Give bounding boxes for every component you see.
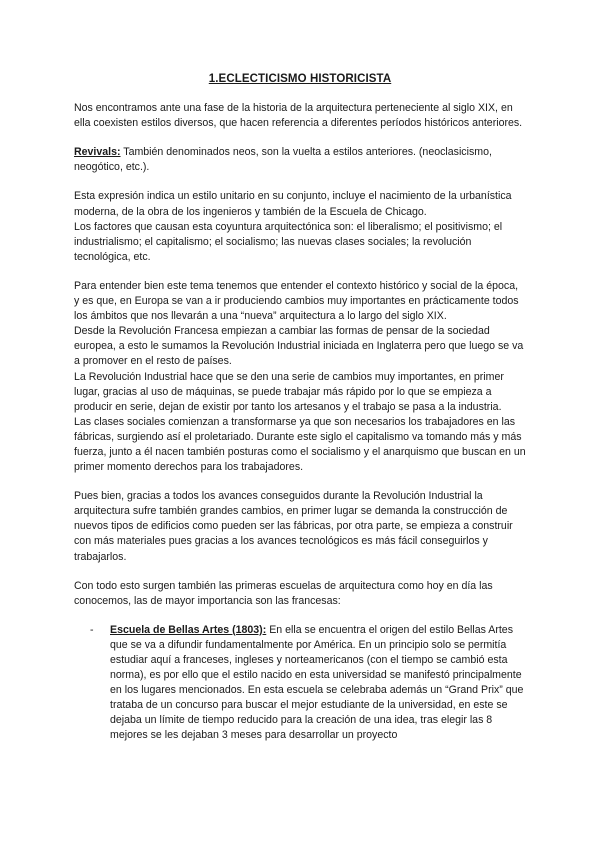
paragraph-3: Para entender bien este tema tenemos que entender el contexto histórico y social de la época, y es que, en Europa se van a ir produciendo cambios muy importantes en prácticamente todos los ámbitos que nos llevarán a una “nueva” arquitectura a lo largo del siglo XIX. bbox=[74, 279, 519, 323]
paragraph-8: Con todo esto surgen también las primeras escuelas de arquitectura como hoy en día las conocemos, las de mayor importancia son las francesas: bbox=[74, 579, 493, 607]
schools-list bbox=[74, 623, 526, 744]
revivals-text: También denominados neos, son la vuelta a estilos anteriores. (neoclasicismo, neogótico, etc.). bbox=[74, 146, 492, 174]
list-item-text: En ella se encuentra el origen del estilo Bellas Artes que se va a difundir fundamentalmente por América. En un principio solo se permitía estudiar aquí a franceses, ingleses y norteamericanos (con el tiempo se cambió esta norma), es por ello que el estilo nacido en esta universidad se manifestó principalmente en los lugares mencionados. En esta escuela se celebraba además un “Grand Prix” que trataba de un concurso para buscar el mejor estudiante de la universidad, en este se dejaba un límite de tiempo reducido para la creación de una idea, tras elegir las 8 mejores se les dejaban 3 meses para desarrollar un proyecto bbox=[110, 623, 524, 742]
revivals-term: Revivals: bbox=[74, 146, 121, 159]
revivals-paragraph bbox=[74, 145, 526, 175]
paragraph-1: Esta expresión indica un estilo unitario en su conjunto, incluye el nacimiento de la urbanística moderna, de la obra de los ingenieros y también de la Escuela de Chicago. bbox=[74, 190, 512, 218]
intro-paragraph: Nos encontramos ante una fase de la historia de la arquitectura perteneciente al siglo XIX, en ella coexisten estilos diversos, que hacen referencia a diferentes períodos históricos anteriores. bbox=[74, 102, 523, 130]
list-item bbox=[74, 623, 526, 744]
paragraph-2: Los factores que causan esta coyuntura arquitectónica son: el liberalismo; el positivismo; el industrialismo; el capitalismo; el socialismo; las nuevas clases sociales; la revolución tecnológica, etc. bbox=[74, 220, 503, 263]
list-item-term: Escuela de Bellas Artes (1803): bbox=[110, 623, 267, 636]
list-bullet: - bbox=[90, 623, 94, 636]
paragraph-4: Desde la Revolución Francesa empiezan a cambiar las formas de pensar de la sociedad europea, a esto le sumamos la Revolución Industrial iniciada en Inglaterra pero que luego se va a promover en el resto de países. bbox=[74, 325, 524, 368]
paragraph-5: La Revolución Industrial hace que se den una serie de cambios muy importantes, en primer lugar, gracias al uso de máquinas, se puede trabajar más rápido por lo que se empieza a producir en serie, dejan de existir por tanto los artesanos y el trabajo se pasa a la industria. bbox=[74, 370, 504, 413]
document-title: 1.ECLECTICISMO HISTORICISTA bbox=[208, 73, 392, 85]
paragraph-7: Pues bien, gracias a todos los avances conseguidos durante la Revolución Industrial la arquitectura sufre también grandes cambios, en primer lugar se demanda la construcción de nuevos tipos de edificios como pueden ser las fábricas, por otra parte, se empieza a construir con más materiales pues gracias a los avances tecnológicos es más fácil conseguirlos y trabajarlos. bbox=[74, 490, 513, 563]
paragraph-6: Las clases sociales comienzan a transformarse ya que son necesarios los trabajadores en las fábricas, surgiendo así el proletariado. Durante este siglo el capitalismo va tomando más y más fuerza, junto a él nacen también posturas como el socialismo y el anarquismo que buscan en un primer momento derechos para los trabajadores. bbox=[74, 415, 526, 474]
